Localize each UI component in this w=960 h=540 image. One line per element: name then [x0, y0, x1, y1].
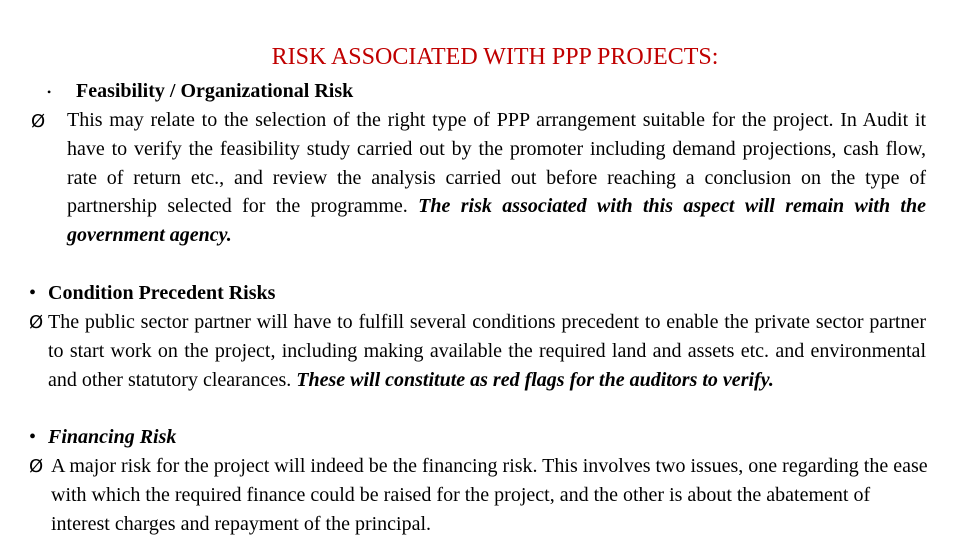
section-body-financing [51, 452, 931, 538]
arrow-bullet-icon: Ø [31, 111, 46, 132]
financing-body-text: A major risk for the project will indeed be the financing risk. This involves two issues, one regarding the ease with which the required finance could be raised for the project, and the other is about the abatement of interest charges and repayment of the principal. [51, 455, 928, 535]
section-heading-feasibility: Feasibility / Organizational Risk [76, 80, 354, 102]
bullet-icon: • [29, 426, 37, 448]
bullet-icon: • [47, 85, 52, 99]
arrow-bullet-icon: Ø [29, 456, 44, 477]
feasibility-emphasis-text: The risk associated with this aspect will remain with the government agency. [67, 195, 926, 247]
section-heading-financing: Financing Risk [48, 426, 177, 448]
section-body-feasibility [67, 106, 926, 250]
section-heading-condition-precedent: Condition Precedent Risks [48, 282, 276, 304]
condition-body-text: The public sector partner will have to fulfill several conditions precedent to enable the private sector partner to start work on the project, including making available the required land and assets etc. and environmental and other statutory clearances. [48, 311, 926, 391]
condition-emphasis-text: These will constitute as red flags for the auditors to verify. [296, 368, 774, 391]
section-body-condition-precedent [48, 308, 926, 394]
slide-title: RISK ASSOCIATED WITH PPP PROJECTS: [271, 44, 719, 70]
arrow-bullet-icon: Ø [29, 312, 44, 333]
feasibility-body-text: This may relate to the selection of the right type of PPP arrangement suitable for the project. In Audit it have to verify the feasibility study carried out by the promoter including demand projections, cash flow, rate of return etc., and review the analysis carried out before reaching a conclusion on the type of partnership selected for the programme. [67, 109, 926, 218]
bullet-icon: • [29, 282, 37, 304]
